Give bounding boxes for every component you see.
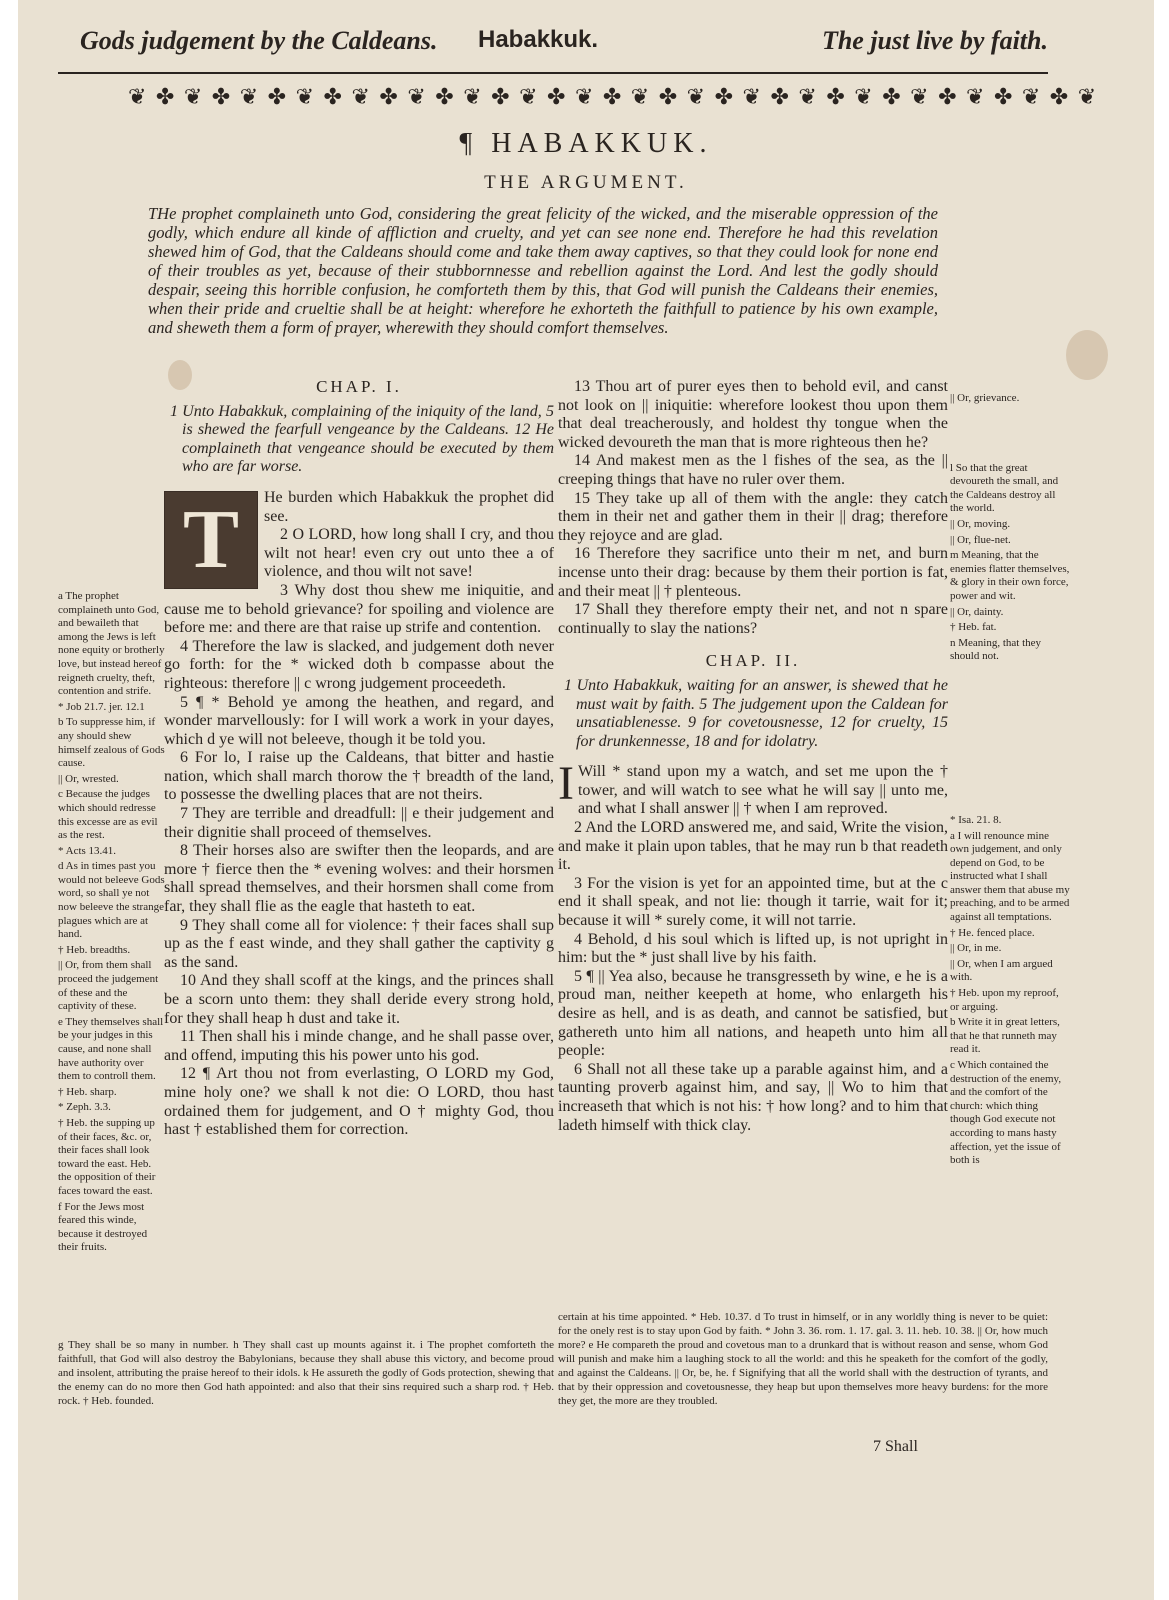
margin-note: * Job 21.7. jer. 12.1 (58, 700, 145, 713)
margin-note: l So that the great devoureth the small, and the Caldeans destroy all the world. (950, 461, 1059, 515)
margin-note: c Which contained the destruction of the enemy, and the comfort of the church: which thing though God execute not according to mans hasty affection, yet the issue of both is (950, 1059, 1062, 1167)
verse: 13 Thou art of purer eyes then to behold evil, and canst not look on || iniquitie: wherefore lookest thou upon them that deal treacherously, and holdest thy tongue when the wicked devoureth the man that is more righteous then he? (558, 378, 948, 451)
argument-text: THe prophet complaineth unto God, considering the great felicity of the wicked, and the miserable oppression of the godly, which endure all kinde of affliction and cruelty, and yet can see none end. Therefore he had this revelation shewed him of God, that the Caldeans should come and take them away captives, so that they could look for none end of their troubles as yet, because of their stubbornnesse and rebellion against the Lord. And lest the godly should despair, seeing this horrible confusion, he comforteth them by this, that God will punish the Caldeans their enemies, when their pride and crueltie shall be at height: wherefore he exhorteth the faithfull to patience by his own example, and sheweth them a form of prayer, wherewith they should comfort themselves. (148, 204, 938, 337)
margin-note: || Or, wrested. (58, 772, 119, 785)
chapter-summary: 1 Unto Habakkuk, complaining of the iniquity of the land, 5 is shewed the fearfull vengeance by the Caldeans. 12 He complaineth that vengeance should be executed by them who are far worse. (170, 402, 554, 476)
verse: 2 O LORD, how long shall I cry, and thou wilt not hear! even cry out unto thee a of violence, and thou wilt not save! (264, 526, 554, 581)
margin-note: † Heb. upon my reproof, or arguing. (950, 987, 1059, 1013)
margin-note: a The prophet complaineth unto God, and bewaileth that among the Jews is left none equity or brotherly love, but instead hereof reigneth cruelty, theft, contention and strife. (58, 590, 165, 698)
verse: 3 Why dost thou shew me iniquitie, and cause me to behold grievance? for spoiling and violence are before me: and there are that raise up strife and contention. (164, 581, 554, 637)
verse: 7 They are terrible and dreadfull: || e their judgement and their dignitie shall proceed of themselves. (164, 805, 554, 841)
margin-note: n Meaning, that they should not. (950, 636, 1042, 663)
margin-note: || Or, flue-net. (950, 533, 1011, 546)
margin-note: || Or, from them shall proceed the judgement of these and the captivity of these. (58, 959, 159, 1013)
verse: 6 For lo, I raise up the Caldeans, that bitter and hastie nation, which shall march thorow the † breadth of the land, to possesse the dwelling places that are not theirs. (164, 749, 554, 804)
header-left: Gods judgement by the Caldeans. (80, 26, 438, 55)
margin-note: m Meaning, that the enemies flatter themselves, & glory in their own force, power and wit. (950, 549, 1070, 602)
verse: 14 And makest men as the l fishes of the sea, as the || creeping things that have no ruler over them. (558, 452, 948, 488)
verse: 17 Shall they therefore empty their net, and not n spare continually to slay the nations? (558, 601, 948, 637)
margin-note: b Write it in great letters, that he that runneth may read it. (950, 1016, 1060, 1056)
margin-note: * Zeph. 3.3. (58, 1101, 111, 1114)
chapter-heading: CHAP. I. (316, 377, 402, 396)
margin-note: † Heb. fat. (950, 621, 997, 634)
margin-note: || Or, grievance. (950, 392, 1020, 404)
margin-notes-left (58, 590, 166, 1257)
header-rule (58, 72, 1048, 74)
initial-letter: I (558, 757, 574, 811)
margin-note: * Isa. 21. 8. (950, 813, 1002, 826)
drop-cap: T (164, 491, 258, 589)
verse: 15 They take up all of them with the angle: they catch them in their net and gather them in their || drag; therefore they rejoyce and are glad. (558, 489, 948, 544)
footnotes-left: g They shall be so many in number. h They shall cast up mounts against it. i The prophet comforteth the faithfull, that God will also destroy the Babylonians, because they shall abuse this victory, and become proud and insolent, attributing the praise hereof to their idols. k He assureth the godly of Gods protection, shewing that the enemy can do no more then God hath appointed: and also that their sins required such a sharp rod. † Heb. rock. † Heb. founded. (58, 1339, 554, 1407)
margin-note: e They themselves shall be your judges in this cause, and none shall have authority over them to controll them. (58, 1015, 164, 1083)
verse: 4 Therefore the law is slacked, and judgement doth never go forth: for the * wicked doth b compasse about the righteous: therefore || c wrong judgement proceedeth. (164, 637, 554, 692)
catchword: 7 Shall (873, 1438, 918, 1455)
margin-note: || Or, moving. (950, 517, 1011, 530)
header-right: The just live by faith. (821, 26, 1048, 55)
verse: 8 Their horses also are swifter then the leopards, and are more † fierce then the * evening wolves: and their horsmen shall spread themselves, and their horsmen shall come from far, they shall flie as the eagle that hasteth to eat. (164, 842, 554, 916)
verse: 6 Shall not all these take up a parable against him, and a taunting proverb against him, and say, || Wo to him that increaseth that which is not his: † how long? and to him that ladeth himself with thick clay. (558, 1060, 948, 1134)
margin-note: † Heb. the supping up of their faces, &c. or, their faces shall look toward the east. Heb. the opposition of their faces toward the east. (58, 1116, 156, 1197)
column-right (558, 378, 948, 1135)
margin-note: c Because the judges which should redresse this excesse are as evil as the rest. (58, 788, 158, 842)
verse: He burden which Habakkuk the prophet did see. (264, 488, 554, 525)
margin-note: || Or, in me. (950, 942, 1002, 955)
header-center: Habakkuk. (478, 26, 599, 53)
column-left (164, 378, 554, 1140)
footnotes-right: certain at his time appointed. * Heb. 10.37. d To trust in himself, or in any worldly thing is never to be quiet: for the onely rest is to stay upon God by faith. * John 3. 36. rom. 1. 17. gal. 3. 11. heb. 10. 38. || Or, how much more? e He compareth the proud and covetous man to a drunkard that is without reason and sense, whom God will punish and make him a laughing stock to all the world: and this he speaketh for the comfort of the godly, and against the Caldeans. || Or, be, he. f Signifying that all the world shall with the destruction of tyrants, and that by their oppression and covetousnesse, they heap but upon themselves more heavy burdens: for the more they get, the more are they troubled. (558, 1311, 1048, 1407)
margin-note: a I will renounce mine own judgement, and only depend on God, to be instructed what I shall answer them that abuse my preaching, and to be armed against all temptations. (950, 829, 1070, 924)
book-title: ¶ HABAKKUK. (459, 128, 713, 159)
chapter-heading: CHAP. II. (705, 651, 801, 671)
verse: Will * stand upon my a watch, and set me upon the † tower, and will watch to see what he will say || unto me, and what I shall answer || † when I am reproved. (577, 763, 948, 818)
verse: 9 They shall come all for violence: † their faces shall sup up as the f east winde, and they shall gather the captivity g as the sand. (164, 916, 554, 971)
age-stain (1066, 330, 1108, 380)
margin-note: † He. fenced place. (950, 926, 1035, 939)
margin-note: || Or, when I am argued with. (950, 957, 1053, 984)
margin-note: f For the Jews most feared this winde, because it destroyed their fruits. (58, 1200, 148, 1254)
chapter-summary: 1 Unto Habakkuk, waiting for an answer, is shewed that he must wait by faith. 5 The judgement upon the Caldean for unsatiablenesse. 9 for covetousnesse, 12 for cruelty, 15 for drunkennesse, 18 and for idolatry. (564, 676, 948, 750)
verse: 3 For the vision is yet for an appointed time, but at the c end it shall speak, and not lie: though it tarrie, wait for it; because it will * surely come, it will not tarrie. (558, 874, 948, 930)
verse: 5 ¶ * Behold ye among the heathen, and regard, and wonder marvellously: for I will work a work in your dayes, which d ye will not beleeve, though it be told you. (164, 693, 554, 748)
margin-note: † Heb. sharp. (58, 1085, 117, 1098)
verse: 5 ¶ || Yea also, because he transgresseth by wine, e he is a proud man, neither keepeth at home, who enlargeth his desire as hell, and is as death, and cannot be satisfied, but gathereth unto him all nations, and heapeth unto him all people: (558, 967, 948, 1060)
verse: 4 Behold, d his soul which is lifted up, is not upright in him: but the * just shall live by his faith. (558, 930, 948, 967)
bible-page (18, 0, 1154, 1600)
margin-note: d As in times past you would not beleeve Gods word, so shall ye not now beleeve the strange plagues which are at hand. (58, 860, 165, 941)
running-header (58, 26, 1048, 66)
verse: 11 Then shall his i minde change, and he shall passe over, and offend, imputing this his power unto his god. (164, 1028, 554, 1064)
ornament-band: ❦ ✤ ❦ ✤ ❦ ✤ ❦ ✤ ❦ ✤ ❦ ✤ ❦ ✤ ❦ ✤ ❦ ✤ ❦ ✤ ❦ ✤ ❦ ✤ ❦ ✤ ❦ ✤ ❦ ✤ ❦ ✤ ❦ ✤ ❦ (128, 84, 1099, 109)
verse: 2 And the LORD answered me, and said, Write the vision, and make it plain upon tables, that he may run b that readeth it. (558, 819, 948, 874)
margin-note: † Heb. breadths. (58, 943, 131, 956)
margin-note: || Or, dainty. (950, 605, 1004, 618)
verse: 10 And they shall scoff at the kings, and the princes shall be a scorn unto them: they shall deride every strong hold, for they shall heap h dust and take it. (164, 972, 554, 1027)
margin-note: * Acts 13.41. (58, 844, 117, 857)
margin-note: b To suppresse him, if any should shew himself zealous of Gods cause. (58, 716, 165, 770)
verse: 16 Therefore they sacrifice unto their m net, and burn incense unto their drag: because by them their portion is fat, and their meat || † plenteous. (558, 545, 948, 600)
argument-heading: THE ARGUMENT. (484, 172, 688, 193)
verse: 12 ¶ Art thou not from everlasting, O LORD my God, mine holy one? we shall k not die: O LORD, thou hast ordained them for judgement, and O † mighty God, thou hast † established them for correction. (164, 1065, 554, 1139)
margin-notes-right (950, 392, 1070, 1170)
